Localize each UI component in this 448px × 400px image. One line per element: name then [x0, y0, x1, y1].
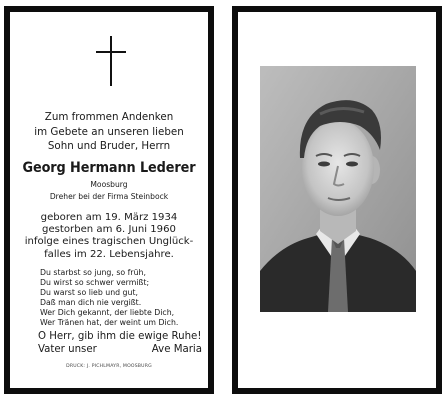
prayer-line-2: [38, 343, 202, 356]
poem-line: Du wirst so schwer vermißt;: [40, 278, 150, 287]
date-line: infolge eines tragischen Unglück-: [24, 236, 194, 248]
intro-line: Zum frommen Andenken: [44, 111, 174, 123]
prayer-vater-unser: Vater unser: [38, 344, 97, 356]
deceased-name: Georg Hermann Lederer: [22, 160, 196, 176]
life-dates: [10, 212, 208, 261]
date-line: gestorben am 6. Juni 1960: [42, 224, 176, 236]
poem-line: Wer Tränen hat, der weint um Dich.: [40, 318, 179, 327]
prayer-ave-maria: Ave Maria: [151, 344, 202, 356]
date-line: geboren am 19. März 1934: [40, 212, 178, 223]
cross-icon: [96, 36, 126, 86]
poem-line: Wer Dich gekannt, der liebte Dich,: [40, 308, 175, 317]
intro-line: Sohn und Bruder, Herrn: [47, 140, 171, 152]
occupation: Dreher bei der Firma Steinbock: [49, 192, 169, 201]
memorial-photo-card: [232, 6, 442, 394]
portrait-photo: [260, 66, 416, 312]
prayer: [38, 330, 202, 356]
prayer-line: O Herr, gib ihm die ewige Ruhe!: [38, 331, 202, 342]
memorial-poem: [40, 268, 178, 328]
poem-line: Du warst so lieb und gut,: [40, 288, 138, 297]
poem-line: Du starbst so jung, so früh,: [40, 268, 146, 277]
hometown: Moosburg: [90, 180, 128, 189]
intro-line: im Gebete an unseren lieben: [34, 125, 184, 138]
memorial-text-card: [4, 6, 214, 394]
intro-text: [10, 110, 208, 154]
date-line: falles im 22. Lebensjahre.: [44, 248, 174, 260]
poem-line: Daß man dich nie vergißt.: [40, 298, 142, 307]
printer-imprint: DRUCK: J. PICHLMAYR, MOOSBURG: [66, 364, 152, 369]
